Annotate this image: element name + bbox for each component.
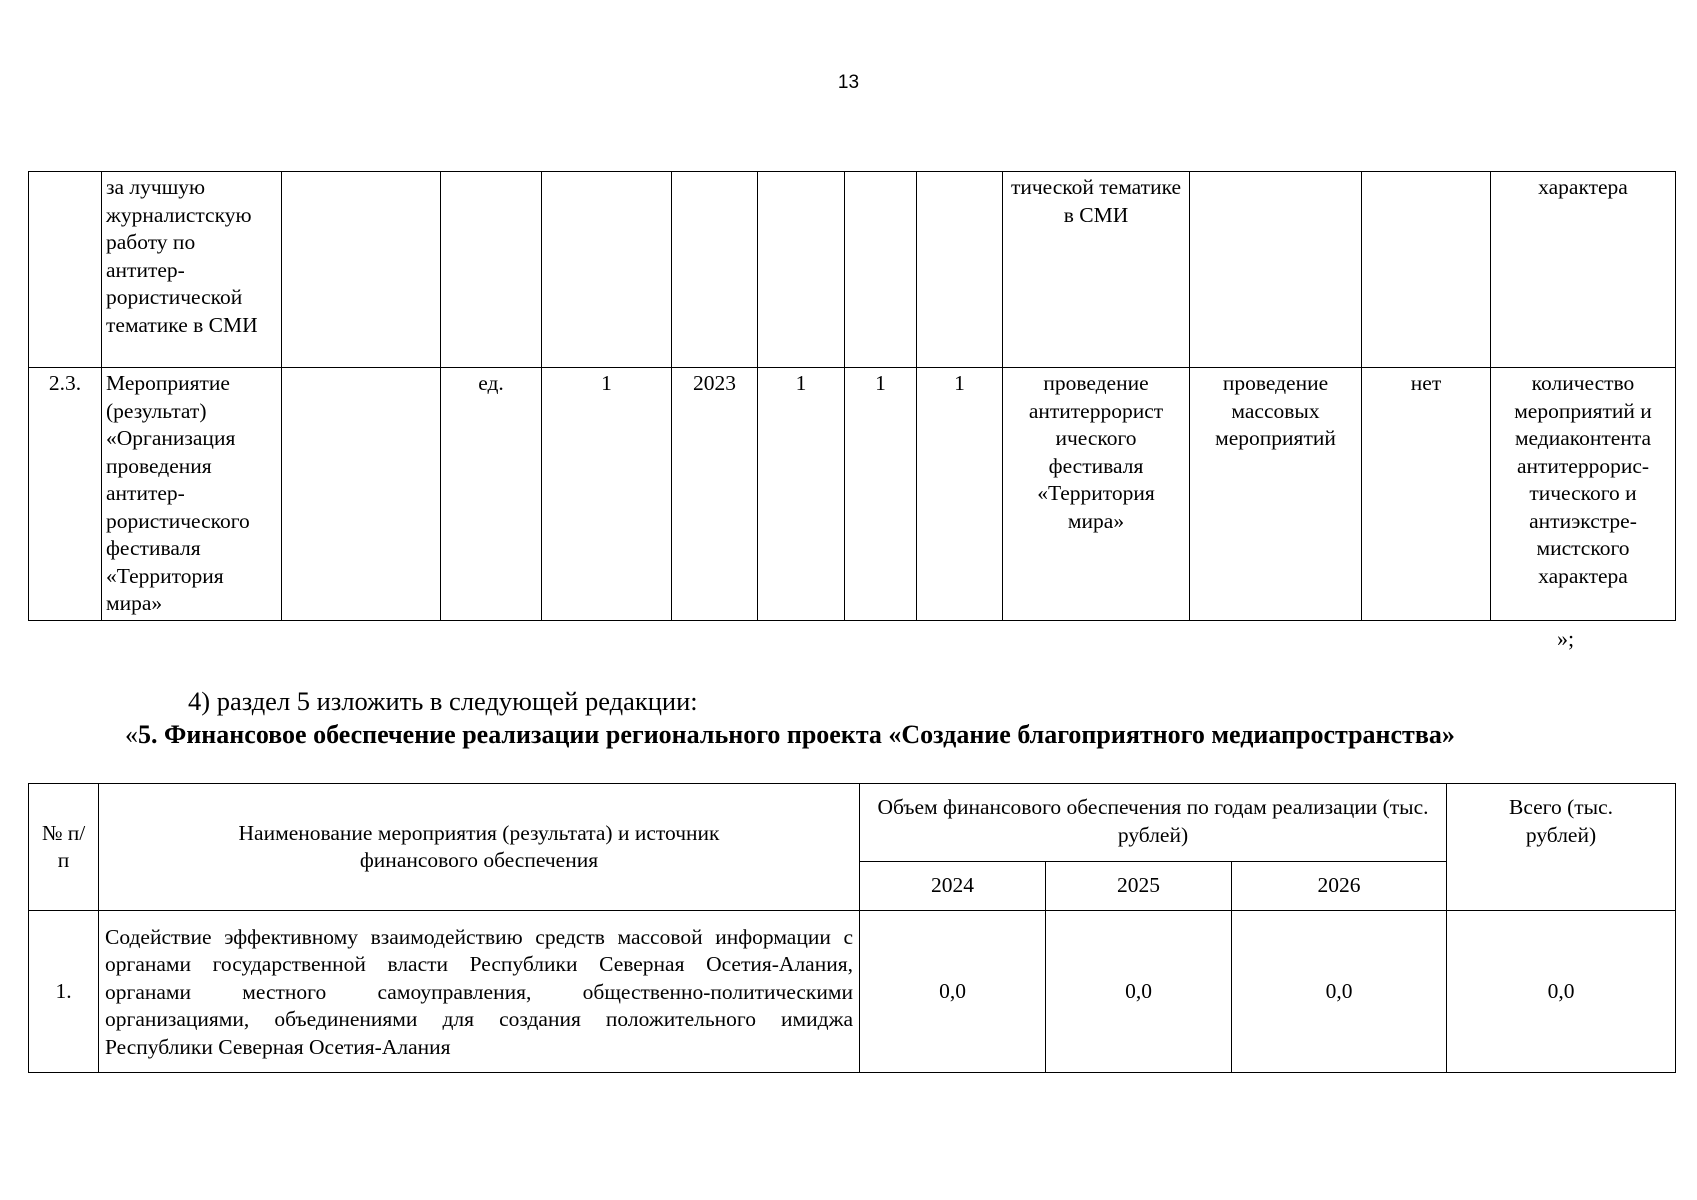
row-number: 1. — [29, 911, 99, 1073]
header-year: 2025 — [1046, 862, 1232, 911]
table-cell — [672, 172, 758, 368]
table-row — [29, 172, 1676, 368]
table-cell: 2023 — [672, 368, 758, 621]
table-cell: проведение антитеррорист ического фестиваля «Территория мира» — [1003, 368, 1190, 621]
table-cell: тической тематике в СМИ — [1003, 172, 1190, 368]
table-row — [29, 368, 1676, 621]
table-cell — [441, 172, 542, 368]
table-cell: ед. — [441, 368, 542, 621]
table-cell: 1 — [758, 368, 845, 621]
table-cell: проведение массовых мероприятий — [1190, 368, 1362, 621]
table-cell — [1190, 172, 1362, 368]
table-cell — [917, 172, 1003, 368]
header-number: № п/п — [29, 784, 99, 911]
table-cell: Мероприятие (результат) «Организация проведения антитер-рористического фестиваля «Территория мира» — [102, 368, 282, 621]
header-total: Всего (тыс. рублей) — [1447, 784, 1676, 911]
header-year: 2026 — [1232, 862, 1447, 911]
table-cell: за лучшую журналистскую работу по антитер-рористической тематике в СМИ — [102, 172, 282, 368]
indicators-table-continuation — [28, 171, 1676, 621]
table-cell — [542, 172, 672, 368]
table-row — [29, 911, 1676, 1073]
header-year: 2024 — [860, 862, 1046, 911]
instruction-text: 4) раздел 5 изложить в следующей редакции: — [188, 686, 698, 716]
table-cell: 1 — [845, 368, 917, 621]
table-cell: количество мероприятий и медиаконтента антитеррорис-тического и антиэкстре-мистского характера — [1491, 368, 1676, 621]
table-cell — [1362, 172, 1491, 368]
table-cell — [845, 172, 917, 368]
table-cell: 2.3. — [29, 368, 102, 621]
table-cell — [758, 172, 845, 368]
row-name: Содействие эффективному взаимодействию средств массовой информации с органами государственной власти Республики Северная Осетия-Алания, органами местного самоуправления, общественно-политическими организациями, объединениями для создания положительного имиджа Республики Северная Осетия-Алания — [99, 911, 860, 1073]
financing-table — [28, 783, 1676, 1073]
table-cell: нет — [1362, 368, 1491, 621]
row-total: 0,0 — [1447, 911, 1676, 1073]
table-cell — [29, 172, 102, 368]
table-header-row — [29, 784, 1676, 862]
closing-quote: »; — [1557, 626, 1575, 651]
section-title — [125, 720, 1455, 750]
section-title-text: 5. Финансовое обеспечение реализации регионального проекта «Создание благоприятного медиапространства» — [138, 720, 1455, 749]
table-cell — [282, 368, 441, 621]
page-number: 13 — [837, 72, 860, 93]
header-volume: Объем финансового обеспечения по годам реализации (тыс. рублей) — [860, 784, 1447, 862]
row-value: 0,0 — [860, 911, 1046, 1073]
table-cell: характера — [1491, 172, 1676, 368]
row-value: 0,0 — [1046, 911, 1232, 1073]
header-name: Наименование мероприятия (результата) и источник финансового обеспечения — [99, 784, 860, 911]
table-cell — [282, 172, 441, 368]
table-cell: 1 — [542, 368, 672, 621]
section-title-open-quote: « — [125, 720, 138, 749]
row-value: 0,0 — [1232, 911, 1447, 1073]
table-cell: 1 — [917, 368, 1003, 621]
